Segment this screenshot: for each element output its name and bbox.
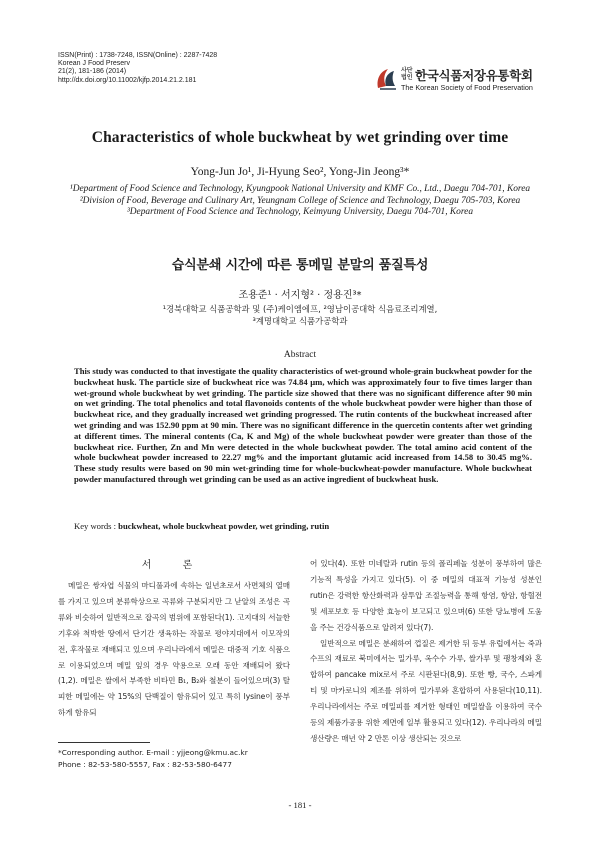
issn: ISSN(Print) : 1738-7248, ISSN(Online) : 2287-7428 [58, 52, 218, 59]
intro-paragraphs-right [310, 556, 542, 747]
intro-left-text: 메밀은 쌍자엽 식물의 마디풀과에 속하는 일년초로서 사면체의 열매를 가지고 있으며 분류학상으로 곡류와 구분되지만 그 낟알의 조성은 곡류와 비슷하여 일반적으로 잡곡의 범위에 포함된다(1). 고지대의 서늘한 기후와 척박한 땅에서 단기간 생육하는 작물로 평야지대에서 이모작의 전, 후작물로 재배되고 있으며 우리나라에서 메밀은 대중적 기호 식품으로 이용되었으며 메밀 잎의 경우 약용으로 오래 동안 재배되어 왔다(1,2). 메밀은 쌀에서 부족한 비타민 B₁, B₂와 철분이 들어있으며(3) 탈피한 메밀에는 약 15%의 단백질이 함유되어 있고 특히 lysine이 풍부하게 함유되 [58, 581, 290, 718]
affiliation-en-3: ³Department of Food Science and Technology, Keimyung University, Daegu 704-701, Korea [126, 207, 474, 217]
society-logo-icon [374, 66, 400, 92]
intro-right-text-1: 어 있다(4). 또한 미네랄과 rutin 등의 폴리페놀 성분이 풍부하여 많은 기능적 특성을 가지고 있다(5). 이 중 메밀의 대표적 기능성 성분인 rutin은 강력한 항산화력과 삼투압 조절능력을 통해 항염, 항암, 항혈전 및 세포보호 등 다양한 효능이 보고되고 있으며(6) 또한 당뇨병에 도움을 주는 건강식품으로 알려져 있다(7). [310, 559, 542, 632]
section-heading-intro: 서 론 [141, 560, 207, 571]
contact-info: Phone : 82-53-580-5557, Fax : 82-53-580-6477 [58, 759, 232, 769]
authors-en: Yong-Jun Jo¹, Ji-Hyung Seo², Yong-Jin Jeong³* [190, 166, 410, 178]
affiliations-ko [0, 304, 600, 327]
doi-link[interactable]: http://dx.doi.org/10.11002/kjfp.2014.21.2.181 [58, 76, 197, 84]
corresponding-author: *Corresponding author. E-mail : yjjeong@kmu.ac.kr [58, 748, 248, 757]
paper-title-en: Characteristics of whole buckwheat by wet grinding over time [91, 129, 509, 146]
authors-ko: 조용준¹ · 서지형² · 정용진³* [238, 290, 362, 301]
society-name-ko: 한국식품저장유통학회 [415, 68, 533, 83]
keywords-label: Key words : [74, 521, 117, 531]
affiliation-en-2: ²Division of Food, Beverage and Culinary Art, Yeungnam College of Science and Technology, Daegu 705-703, Korea [79, 195, 521, 206]
society-banner [374, 62, 564, 96]
journal-info [58, 52, 217, 85]
society-name-en: The Korean Society of Food Preservation [401, 83, 533, 92]
affiliations-en [0, 184, 600, 219]
page-number: - 181 - [288, 800, 312, 810]
affiliation-en-1: ¹Department of Food Science and Technology, Kyungpook National University and KMF Co., Ltd., Daegu 704-701, Korea [69, 184, 531, 194]
footnote-divider [58, 742, 150, 743]
footnote [58, 747, 248, 770]
journal-name: Korean J Food Preserv [58, 60, 130, 68]
affiliation-ko-2: ³계명대학교 식품가공학과 [252, 315, 348, 326]
keywords [74, 521, 544, 531]
column-left [58, 556, 290, 721]
abstract-heading: Abstract [283, 350, 317, 360]
society-prefix: 사단 법인 [401, 68, 413, 81]
affiliation-ko-1: ¹경북대학교 식품공학과 및 (주)케이엠에프, ²영남이공대학 식음료조리계열, [162, 304, 438, 314]
abstract-text: This study was conducted to that investigate the quality characteristics of wet-ground whole-grain buckwheat powder for the buckwheat husk. The particle size of buckwheat rice was 74.84 μm, which was approximately four to five times larger than wet-ground whole buckwheat by wet grinding. The particle size showed that there was no significant difference after 90 min on wet grinding. The total phenolics and total flavonoids contents of the whole buckwheat powder were higher than those of buckwheat rice, and they gradually increased wet grinding progressed. The rutin contents of the buckwheat increased after wet grinding and was 152.90 ppm at 90 min. There was no significant difference in the quercetin contents after wet grinding at different times. The mineral contents (Ca, K and Mg) of the whole buckwheat powder were greater than those of the buckwheat rice. Further, Zn and Mn were detected in the whole buckwheat powder. The total amino acid content of the whole buckwheat powder increased to 22.27 mg% and the important glutamic acid increased from 14.58 to 30.45 mg%. These study results were based on 90 min wet-grinding time for whole-buckwheat-powder manufacture. Whole buckwheat powder manufactured through wet grinding can be used as an active ingredient of buckwheat husk. [74, 366, 532, 484]
paper-title-ko: 습식분쇄 시간에 따른 통메밀 분말의 품질특성 [171, 258, 429, 273]
column-right [310, 556, 542, 747]
intro-right-text-2: 일반적으로 메밀은 분쇄하여 껍질은 제거한 뒤 등부 유럽에서는 죽과 수프의 재료로 북미에서는 밀가루, 옥수수 가루, 쌀가루 및 팽창제와 혼합하여 pancake mix로서 주로 시판된다(8,9). 또한 빵, 국수, 스파게티 및 마카로니의 제조를 위하여 밀가루와 혼합하여 사용된다(10,11). 우리나라에서는 주로 메밀피를 제거한 형태인 메밀쌀을 이용하여 국수 등의 제품가공용 위한 제면에 일부 활용되고 있다(12). 우리나라의 메밀 생산량은 매년 약 2 만톤 이상 생산되는 것으로 [310, 638, 542, 743]
keywords-list: buckwheat, whole buckwheat powder, wet grinding, rutin [118, 521, 330, 531]
volume-pages: 21(2), 181-186 (2014) [58, 68, 127, 76]
intro-paragraph-1 [58, 578, 290, 721]
